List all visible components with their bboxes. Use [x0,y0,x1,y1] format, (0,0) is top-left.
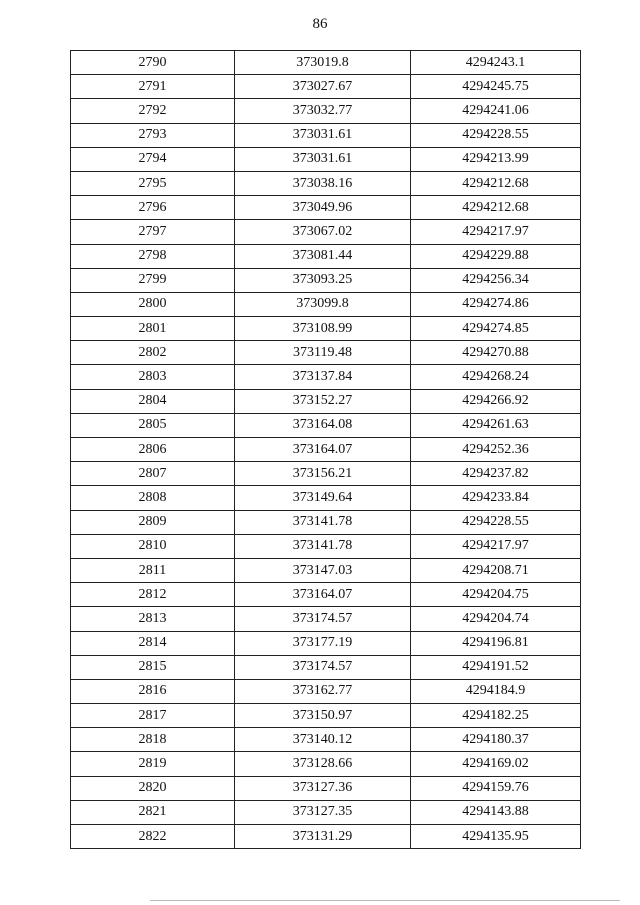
x-coordinate-cell: 373141.78 [235,510,411,534]
x-coordinate-cell: 373164.08 [235,413,411,437]
table-row [71,389,581,413]
y-coordinate-cell: 4294228.55 [411,123,581,147]
x-coordinate-cell: 373177.19 [235,631,411,655]
y-coordinate-cell: 4294266.92 [411,389,581,413]
x-coordinate-cell: 373031.61 [235,123,411,147]
table-row [71,99,581,123]
table-row [71,171,581,195]
table-row [71,268,581,292]
point-number-cell: 2814 [71,631,235,655]
point-number-cell: 2796 [71,196,235,220]
x-coordinate-cell: 373108.99 [235,317,411,341]
y-coordinate-cell: 4294229.88 [411,244,581,268]
x-coordinate-cell: 373137.84 [235,365,411,389]
point-number-cell: 2801 [71,317,235,341]
point-number-cell: 2797 [71,220,235,244]
point-number-cell: 2817 [71,704,235,728]
table-row [71,196,581,220]
table-row [71,365,581,389]
y-coordinate-cell: 4294217.97 [411,534,581,558]
point-number-cell: 2800 [71,292,235,316]
table-row [71,123,581,147]
y-coordinate-cell: 4294169.02 [411,752,581,776]
x-coordinate-cell: 373128.66 [235,752,411,776]
table-row [71,558,581,582]
y-coordinate-cell: 4294212.68 [411,196,581,220]
y-coordinate-cell: 4294217.97 [411,220,581,244]
bottom-rule [150,900,620,901]
point-number-cell: 2802 [71,341,235,365]
y-coordinate-cell: 4294182.25 [411,704,581,728]
table-row [71,679,581,703]
point-number-cell: 2798 [71,244,235,268]
y-coordinate-cell: 4294237.82 [411,462,581,486]
y-coordinate-cell: 4294252.36 [411,438,581,462]
point-number-cell: 2822 [71,825,235,849]
x-coordinate-cell: 373067.02 [235,220,411,244]
x-coordinate-cell: 373127.36 [235,776,411,800]
y-coordinate-cell: 4294256.34 [411,268,581,292]
table-row [71,510,581,534]
x-coordinate-cell: 373131.29 [235,825,411,849]
x-coordinate-cell: 373149.64 [235,486,411,510]
x-coordinate-cell: 373156.21 [235,462,411,486]
point-number-cell: 2819 [71,752,235,776]
point-number-cell: 2792 [71,99,235,123]
point-number-cell: 2821 [71,800,235,824]
y-coordinate-cell: 4294261.63 [411,413,581,437]
point-number-cell: 2790 [71,51,235,75]
point-number-cell: 2811 [71,558,235,582]
y-coordinate-cell: 4294213.99 [411,147,581,171]
point-number-cell: 2793 [71,123,235,147]
x-coordinate-cell: 373093.25 [235,268,411,292]
y-coordinate-cell: 4294245.75 [411,75,581,99]
x-coordinate-cell: 373174.57 [235,655,411,679]
table-row [71,244,581,268]
y-coordinate-cell: 4294270.88 [411,341,581,365]
x-coordinate-cell: 373119.48 [235,341,411,365]
x-coordinate-cell: 373081.44 [235,244,411,268]
point-number-cell: 2812 [71,583,235,607]
y-coordinate-cell: 4294228.55 [411,510,581,534]
x-coordinate-cell: 373099.8 [235,292,411,316]
y-coordinate-cell: 4294204.75 [411,583,581,607]
table-row [71,486,581,510]
point-number-cell: 2806 [71,438,235,462]
point-number-cell: 2813 [71,607,235,631]
table-row [71,413,581,437]
x-coordinate-cell: 373140.12 [235,728,411,752]
point-number-cell: 2807 [71,462,235,486]
y-coordinate-cell: 4294274.86 [411,292,581,316]
x-coordinate-cell: 373019.8 [235,51,411,75]
table-row [71,534,581,558]
page-number: 86 [312,16,328,32]
table-row [71,655,581,679]
x-coordinate-cell: 373038.16 [235,171,411,195]
y-coordinate-cell: 4294204.74 [411,607,581,631]
x-coordinate-cell: 373164.07 [235,438,411,462]
point-number-cell: 2805 [71,413,235,437]
y-coordinate-cell: 4294180.37 [411,728,581,752]
point-number-cell: 2818 [71,728,235,752]
point-number-cell: 2795 [71,171,235,195]
point-number-cell: 2791 [71,75,235,99]
table-row [71,75,581,99]
y-coordinate-cell: 4294243.1 [411,51,581,75]
point-number-cell: 2794 [71,147,235,171]
point-number-cell: 2820 [71,776,235,800]
table-row [71,317,581,341]
y-coordinate-cell: 4294135.95 [411,825,581,849]
x-coordinate-cell: 373049.96 [235,196,411,220]
point-number-cell: 2810 [71,534,235,558]
point-number-cell: 2815 [71,655,235,679]
x-coordinate-cell: 373031.61 [235,147,411,171]
y-coordinate-cell: 4294159.76 [411,776,581,800]
y-coordinate-cell: 4294184.9 [411,679,581,703]
x-coordinate-cell: 373150.97 [235,704,411,728]
y-coordinate-cell: 4294196.81 [411,631,581,655]
table-row [71,800,581,824]
y-coordinate-cell: 4294191.52 [411,655,581,679]
y-coordinate-cell: 4294268.24 [411,365,581,389]
point-number-cell: 2816 [71,679,235,703]
table-row [71,147,581,171]
point-number-cell: 2808 [71,486,235,510]
x-coordinate-cell: 373164.07 [235,583,411,607]
x-coordinate-cell: 373152.27 [235,389,411,413]
x-coordinate-cell: 373174.57 [235,607,411,631]
x-coordinate-cell: 373147.03 [235,558,411,582]
coordinate-table [70,50,581,849]
x-coordinate-cell: 373032.77 [235,99,411,123]
x-coordinate-cell: 373027.67 [235,75,411,99]
x-coordinate-cell: 373162.77 [235,679,411,703]
table-row [71,462,581,486]
y-coordinate-cell: 4294208.71 [411,558,581,582]
table-row [71,341,581,365]
y-coordinate-cell: 4294212.68 [411,171,581,195]
table-row [71,438,581,462]
table-row [71,752,581,776]
table-body [71,51,581,849]
y-coordinate-cell: 4294241.06 [411,99,581,123]
table-row [71,220,581,244]
table-row [71,292,581,316]
table-row [71,631,581,655]
x-coordinate-cell: 373141.78 [235,534,411,558]
table-row [71,51,581,75]
table-row [71,704,581,728]
y-coordinate-cell: 4294233.84 [411,486,581,510]
y-coordinate-cell: 4294274.85 [411,317,581,341]
table-row [71,776,581,800]
point-number-cell: 2803 [71,365,235,389]
point-number-cell: 2804 [71,389,235,413]
point-number-cell: 2799 [71,268,235,292]
table-row [71,607,581,631]
table-row [71,728,581,752]
table-row [71,583,581,607]
point-number-cell: 2809 [71,510,235,534]
x-coordinate-cell: 373127.35 [235,800,411,824]
y-coordinate-cell: 4294143.88 [411,800,581,824]
table-row [71,825,581,849]
